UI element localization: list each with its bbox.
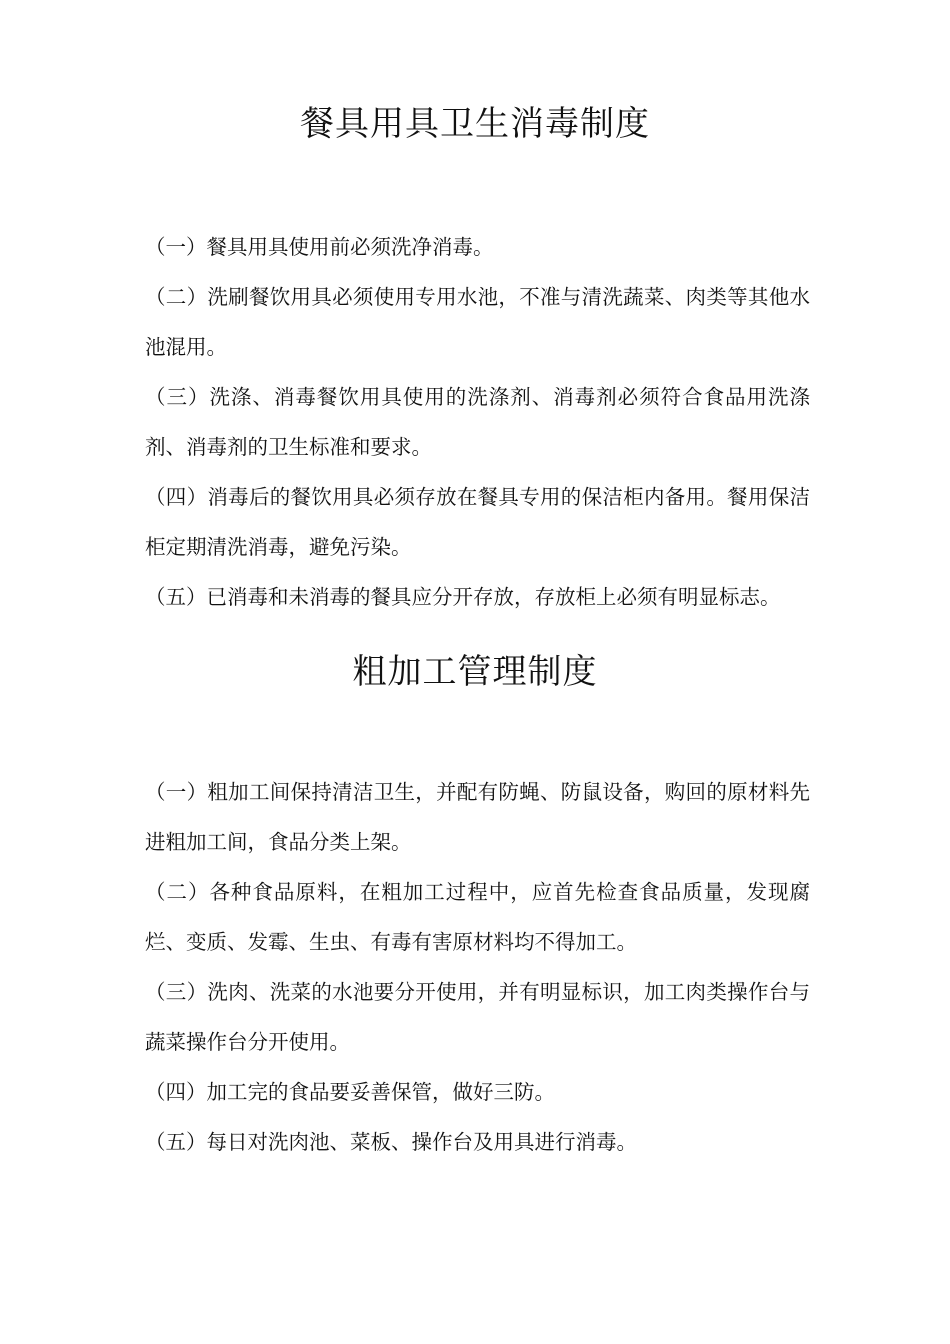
section-title: 餐具用具卫生消毒制度 <box>300 104 650 144</box>
rules-list-tableware-disinfection <box>145 222 810 622</box>
rule-item: （三）洗涤、消毒餐饮用具使用的洗涤剂、消毒剂必须符合食品用洗涤剂、消毒剂的卫生标准和要求。 <box>145 385 810 459</box>
rule-item: （四）消毒后的餐饮用具必须存放在餐具专用的保洁柜内备用。餐用保洁柜定期清洗消毒，避免污染。 <box>145 485 810 559</box>
rule-item: （一）粗加工间保持清洁卫生，并配有防蝇、防鼠设备，购回的原材料先进粗加工间，食品分类上架。 <box>145 780 810 854</box>
rule-item: （一）餐具用具使用前必须洗净消毒。 <box>145 235 494 259</box>
rule-item: （二）各种食品原料，在粗加工过程中，应首先检查食品质量，发现腐烂、变质、发霉、生虫、有毒有害原材料均不得加工。 <box>145 880 810 954</box>
section-title: 粗加工管理制度 <box>352 652 598 692</box>
rule-item: （四）加工完的食品要妥善保管，做好三防。 <box>145 1080 555 1104</box>
rules-list-rough-processing <box>145 767 810 1167</box>
rule-item: （五）每日对洗肉池、菜板、操作台及用具进行消毒。 <box>145 1130 637 1154</box>
rule-item: （三）洗肉、洗菜的水池要分开使用，并有明显标识，加工肉类操作台与蔬菜操作台分开使用。 <box>145 980 810 1054</box>
rule-item: （二）洗刷餐饮用具必须使用专用水池，不准与清洗蔬菜、肉类等其他水池混用。 <box>145 285 810 359</box>
rule-item: （五）已消毒和未消毒的餐具应分开存放，存放柜上必须有明显标志。 <box>145 585 781 609</box>
